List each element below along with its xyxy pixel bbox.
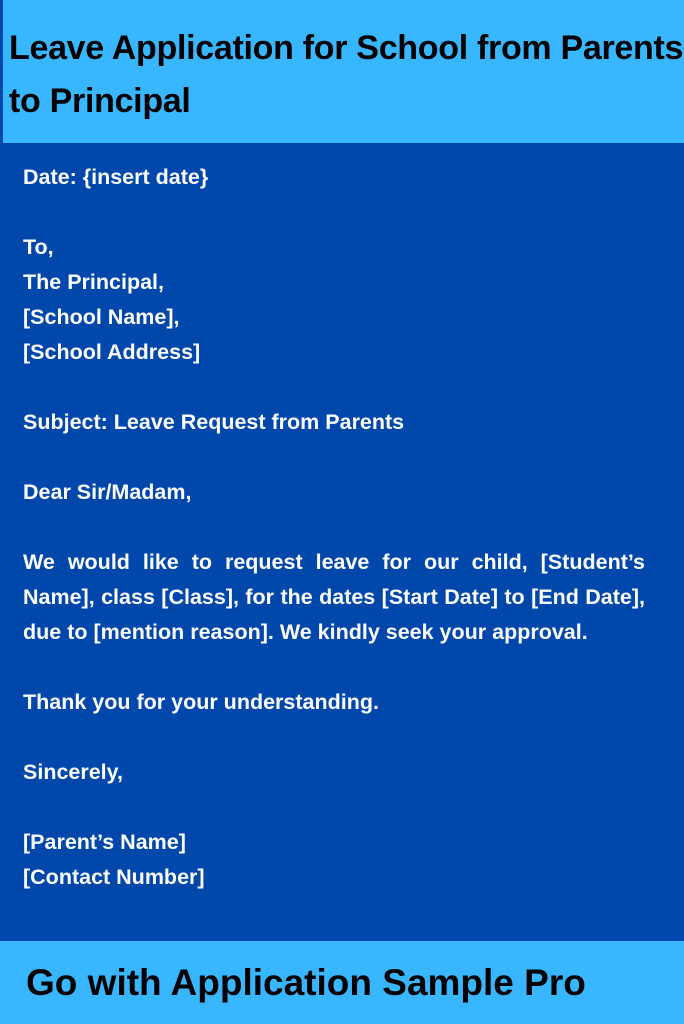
letter-salutation: Dear Sir/Madam, bbox=[23, 480, 192, 504]
letter-recipient: The Principal, bbox=[23, 270, 164, 294]
letter-to: To, bbox=[23, 235, 54, 259]
spacer bbox=[23, 510, 645, 545]
spacer bbox=[23, 650, 645, 685]
footer-banner bbox=[0, 941, 684, 1024]
spacer bbox=[23, 370, 645, 405]
letter-thanks: Thank you for your understanding. bbox=[23, 690, 379, 714]
letter-school-name: [School Name], bbox=[23, 305, 180, 329]
header-banner bbox=[0, 0, 684, 143]
spacer bbox=[23, 440, 645, 475]
spacer bbox=[23, 720, 645, 755]
page-title: Leave Application for School from Parents to Principal bbox=[9, 29, 684, 120]
letter-subject: Subject: Leave Request from Parents bbox=[23, 410, 405, 434]
letter-paragraph: We would like to request leave for our child, [Student’s Name], class [Class], for the dates [Start Date] to [End Date], due to [mention reason]. We kindly seek your approval. bbox=[23, 550, 645, 644]
footer-text: Go with Application Sample Pro bbox=[26, 962, 586, 1003]
letter-body bbox=[23, 160, 645, 895]
letter-school-address: [School Address] bbox=[23, 340, 201, 364]
letter-closing: Sincerely, bbox=[23, 760, 123, 784]
letter-contact-number: [Contact Number] bbox=[23, 865, 205, 889]
spacer bbox=[23, 195, 645, 230]
letter-date: Date: {insert date} bbox=[23, 165, 209, 189]
spacer bbox=[23, 790, 645, 825]
letter-parent-name: [Parent’s Name] bbox=[23, 830, 186, 854]
